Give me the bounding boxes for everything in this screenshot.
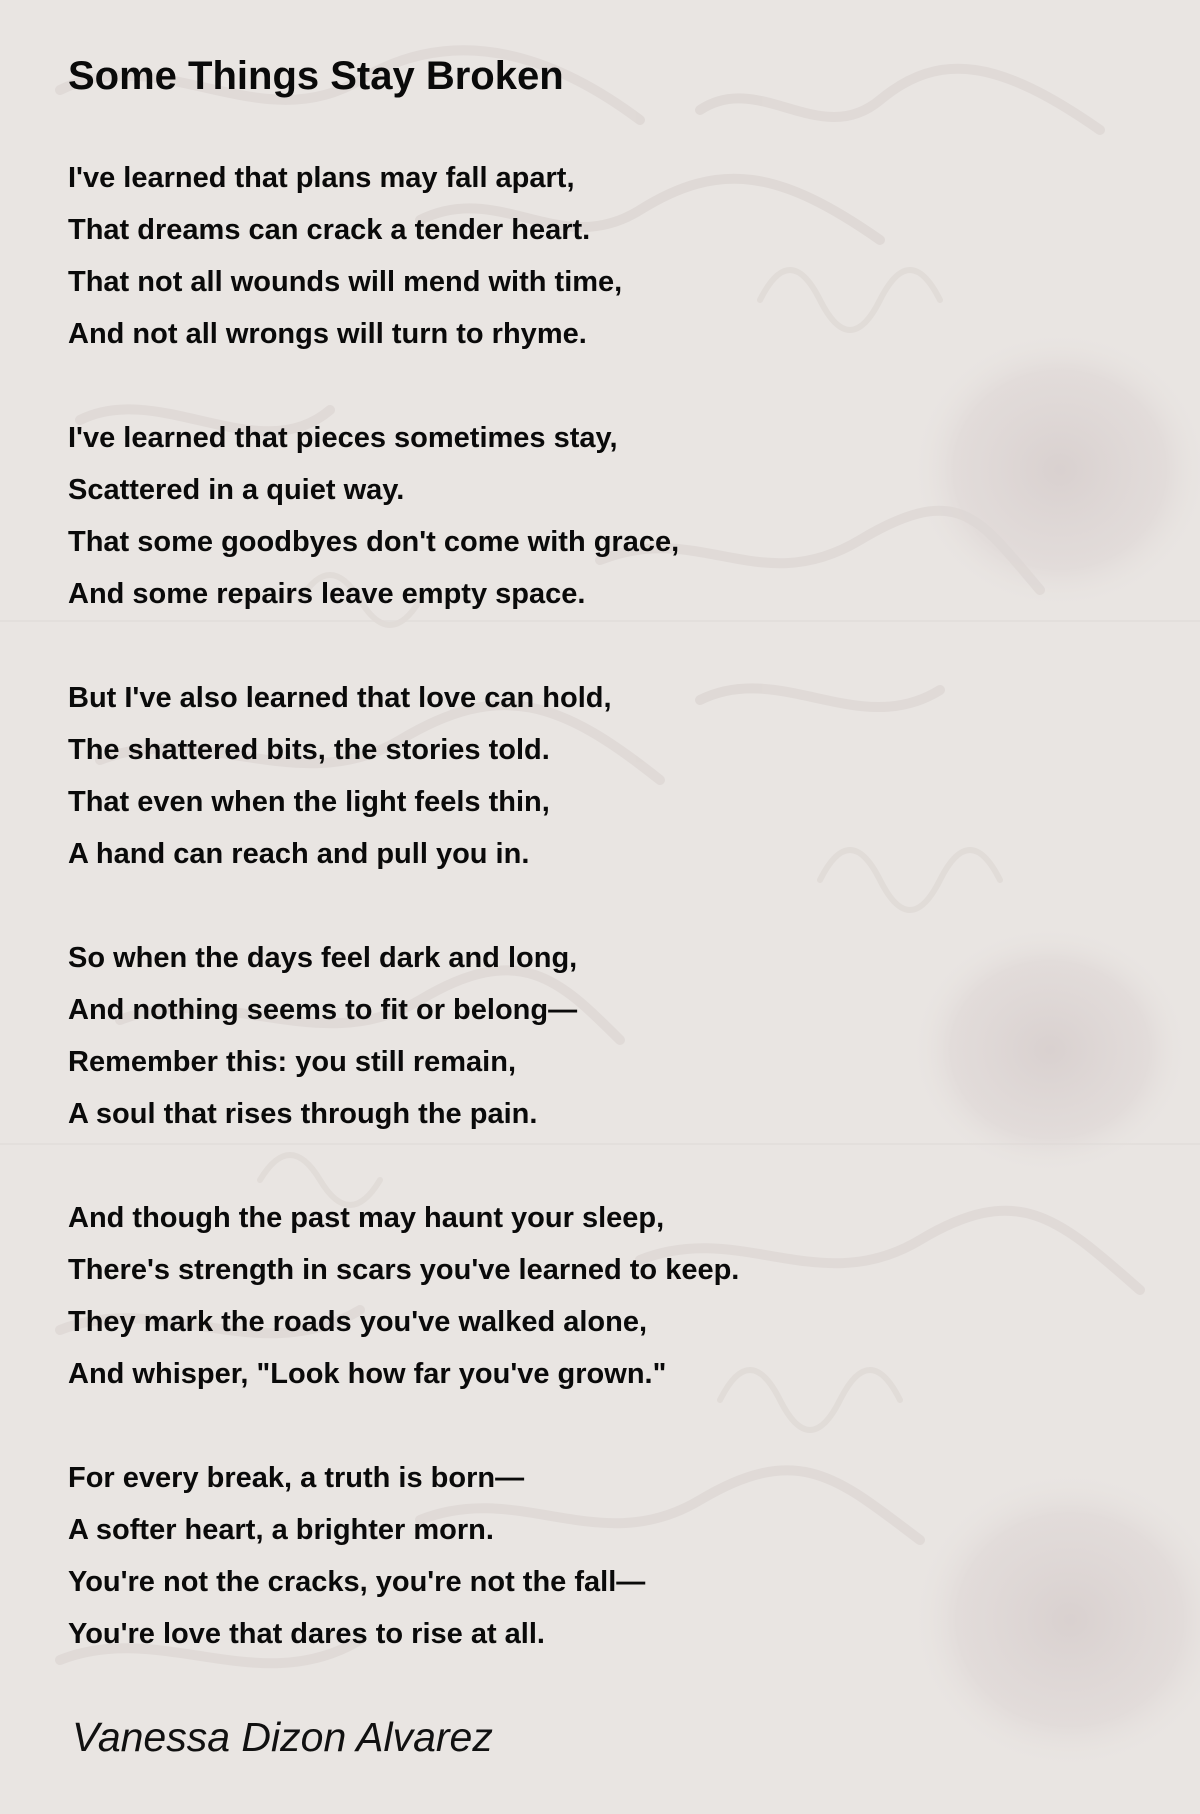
poem-line: A softer heart, a brighter morn. — [68, 1514, 494, 1546]
poem-line: Remember this: you still remain, — [68, 1046, 517, 1078]
stanza — [68, 672, 1128, 880]
poem-line: And nothing seems to fit or belong— — [68, 994, 578, 1026]
poem-line: And whisper, "Look how far you've grown." — [68, 1358, 667, 1390]
poem-line: For every break, a truth is born— — [68, 1462, 525, 1494]
poem-line: So when the days feel dark and long, — [68, 942, 578, 974]
stanza — [68, 1452, 1128, 1660]
poem-line: You're love that dares to rise at all. — [68, 1618, 545, 1650]
poem-line: But I've also learned that love can hold, — [68, 682, 612, 714]
stanza — [68, 152, 1128, 360]
poem-title: Some Things Stay Broken — [68, 54, 564, 98]
stanza — [68, 412, 1128, 620]
poem-line: Scattered in a quiet way. — [68, 474, 405, 506]
poem-line: They mark the roads you've walked alone, — [68, 1306, 648, 1338]
poem-line: I've learned that plans may fall apart, — [68, 162, 575, 194]
poem-line: That not all wounds will mend with time, — [68, 266, 623, 298]
stanza — [68, 932, 1128, 1140]
poem-line: There's strength in scars you've learned to keep. — [68, 1254, 740, 1286]
poem-body — [68, 152, 1128, 1712]
poem-line: The shattered bits, the stories told. — [68, 734, 550, 766]
poem-line: And not all wrongs will turn to rhyme. — [68, 318, 587, 350]
poem-line: You're not the cracks, you're not the fall— — [68, 1566, 646, 1598]
poem-author: Vanessa Dizon Alvarez — [72, 1714, 493, 1760]
poem-line: I've learned that pieces sometimes stay, — [68, 422, 618, 454]
poem-line: And though the past may haunt your sleep, — [68, 1202, 665, 1234]
poem-line: That some goodbyes don't come with grace, — [68, 526, 680, 558]
stanza — [68, 1192, 1128, 1400]
poem-line: That dreams can crack a tender heart. — [68, 214, 591, 246]
poem-line: And some repairs leave empty space. — [68, 578, 586, 610]
poem-line: A soul that rises through the pain. — [68, 1098, 538, 1130]
poem-line: A hand can reach and pull you in. — [68, 838, 530, 870]
poem-line: That even when the light feels thin, — [68, 786, 550, 818]
